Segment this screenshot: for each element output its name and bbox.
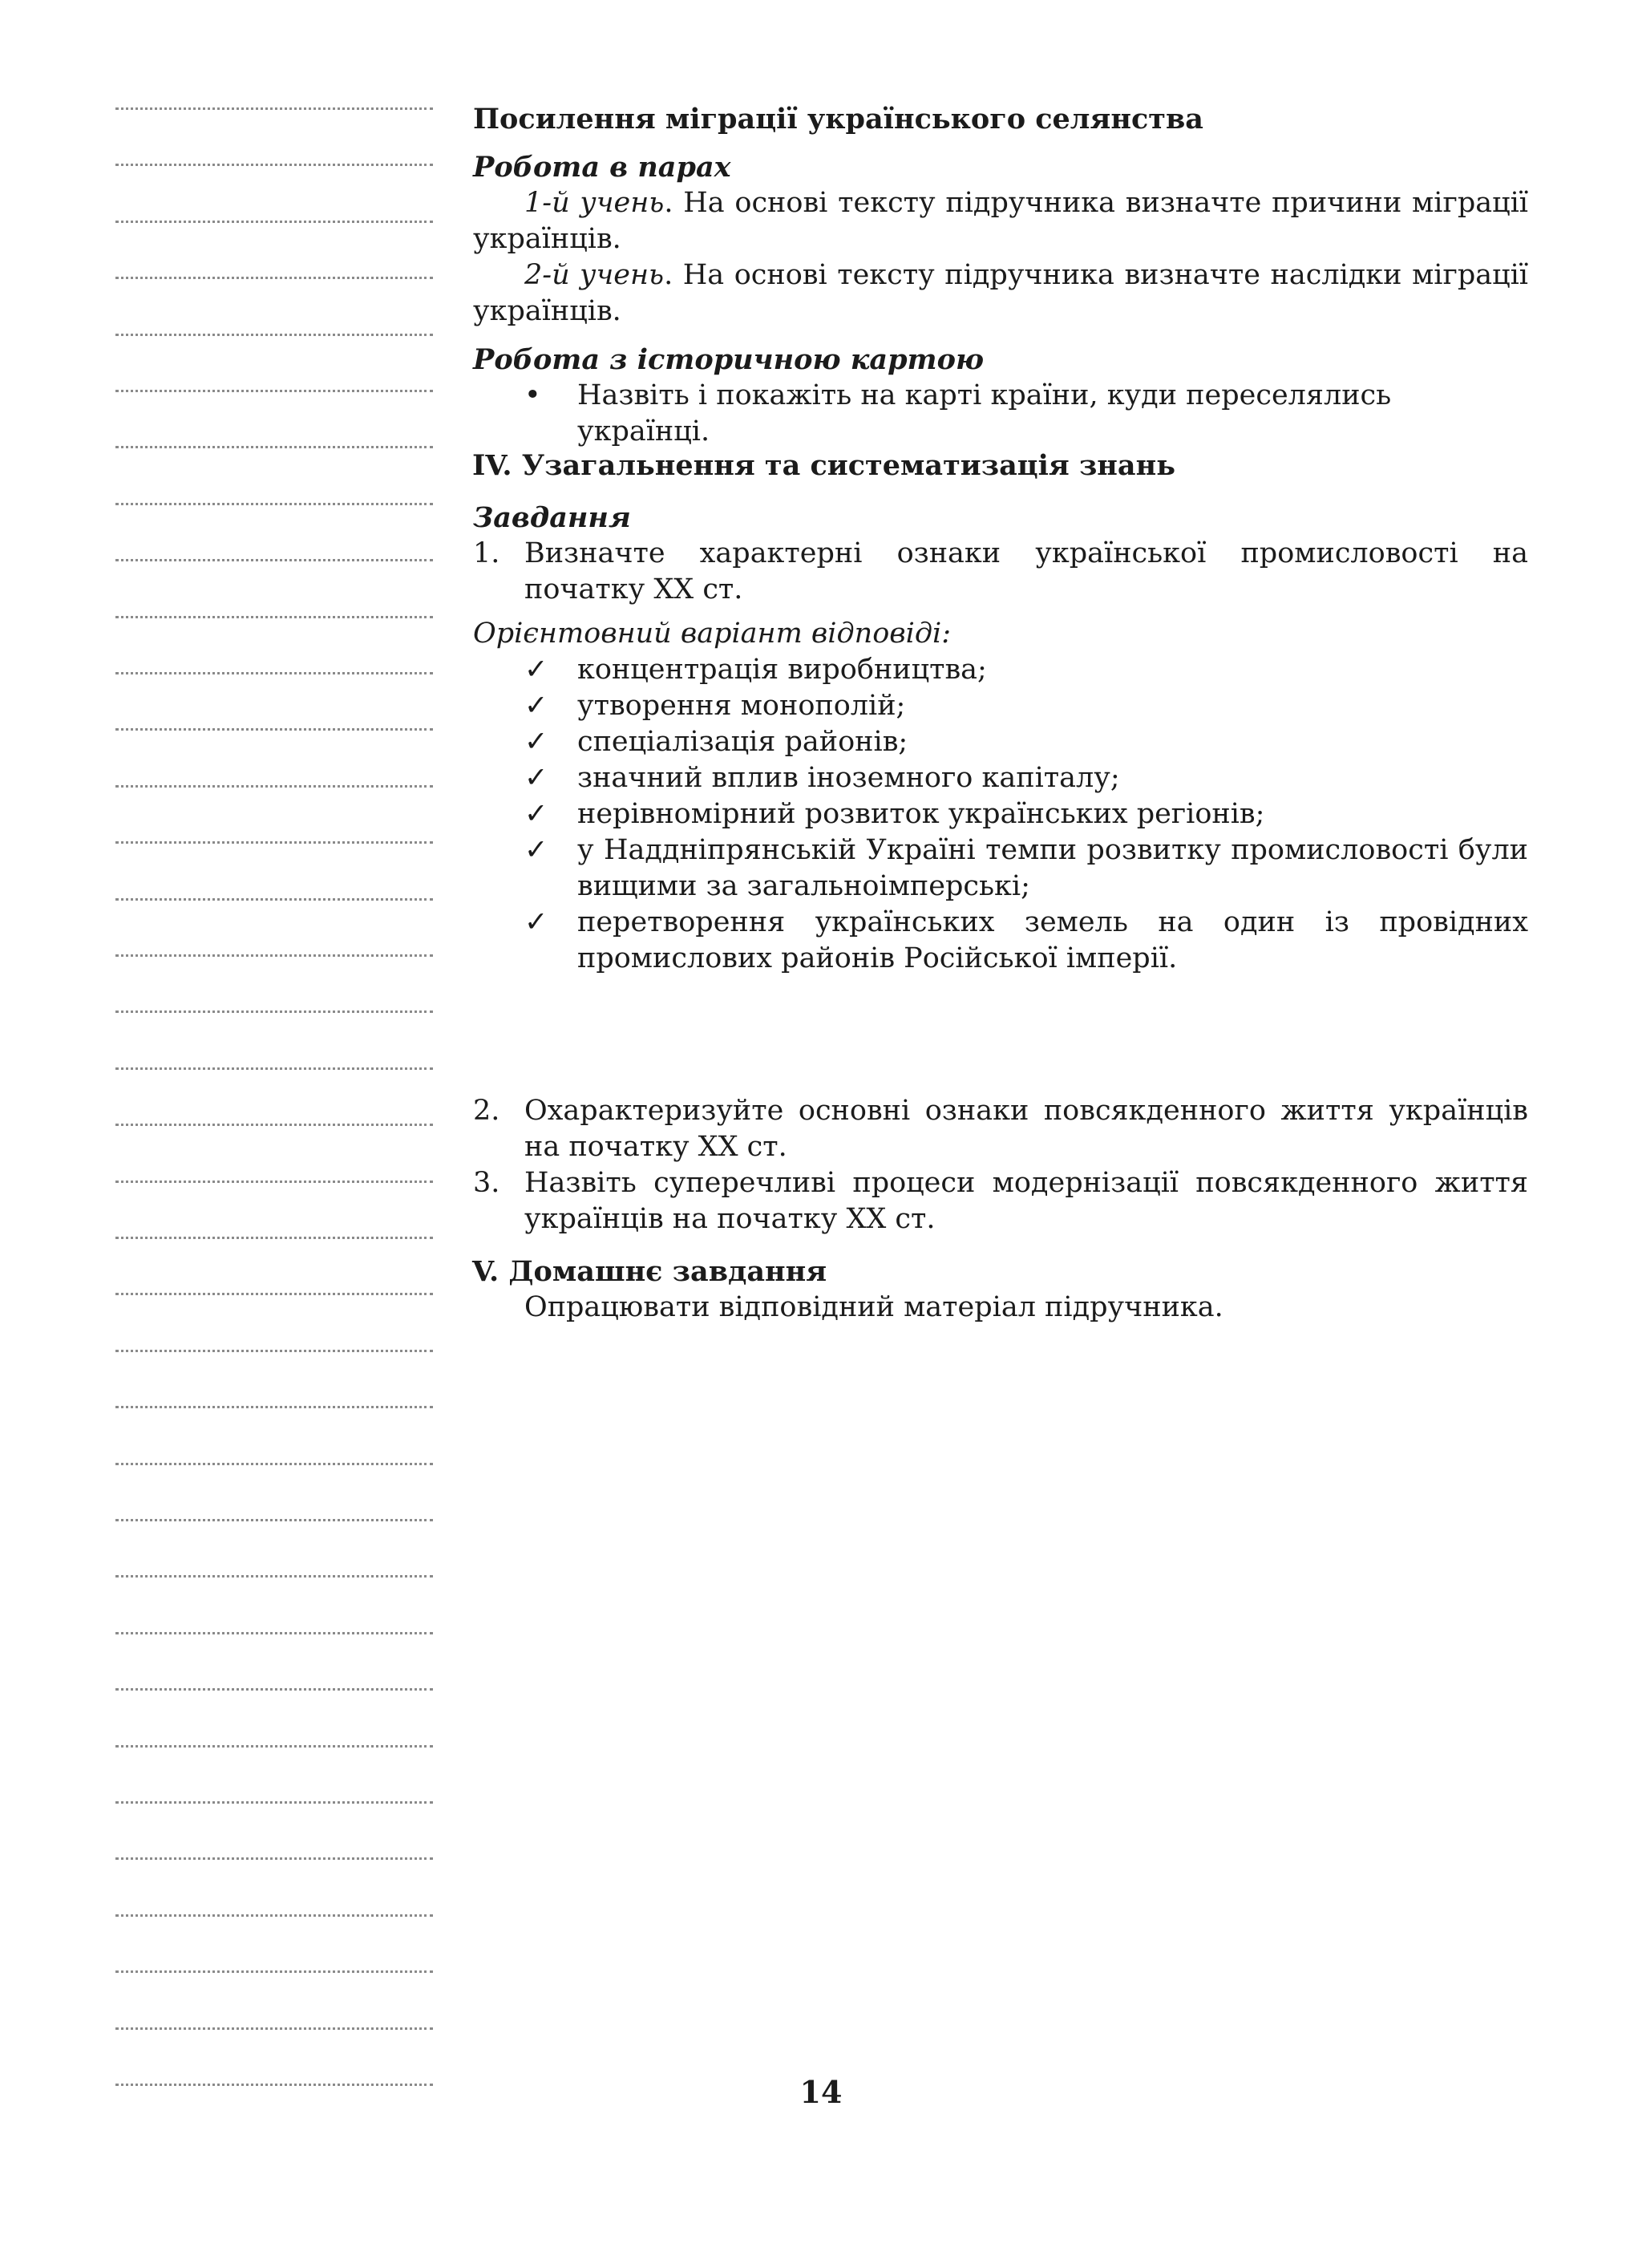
- note-line: [115, 898, 433, 901]
- note-line: [115, 785, 433, 788]
- check-icon: ✓: [524, 834, 548, 866]
- check-icon: ✓: [524, 726, 548, 758]
- note-line: [115, 1181, 433, 1183]
- answer-item: [473, 905, 1528, 977]
- note-line: [115, 1124, 433, 1126]
- note-line: [115, 559, 433, 561]
- tasks-heading: Завдання: [473, 501, 631, 534]
- answer-text: концентрація виробництва;: [577, 654, 987, 686]
- note-line: [115, 1350, 433, 1352]
- task-2-text: Охарактеризуйте основні ознаки повсякденного життя українців на початку XX ст.: [524, 1095, 1528, 1163]
- answer-item: [473, 796, 1528, 832]
- answer-item: [473, 760, 1528, 796]
- student-2-task: [473, 257, 1528, 330]
- page-number: 14: [799, 2074, 843, 2110]
- note-line: [115, 1463, 433, 1465]
- map-work-heading: Робота з історичною картою: [473, 343, 984, 376]
- check-icon: ✓: [524, 690, 548, 722]
- note-line: [115, 503, 433, 505]
- answer-text: перетворення українських земель на один із провідних промислових районів Російської імперії.: [577, 906, 1528, 974]
- task-3: [473, 1165, 1528, 1237]
- note-line: [115, 1688, 433, 1691]
- answer-item: [473, 652, 1528, 688]
- answer-text: значний вплив іноземного капіталу;: [577, 762, 1120, 794]
- note-line: [115, 1406, 433, 1408]
- note-line: [115, 1519, 433, 1521]
- answer-text: у Наддніпрянській Україні темпи розвитку промисловості були вищими за загальноімперські;: [577, 834, 1528, 902]
- note-line: [115, 672, 433, 674]
- bullet-icon: •: [524, 379, 541, 411]
- answer-item: [473, 832, 1528, 905]
- note-line: [115, 616, 433, 618]
- task-3-number: 3.: [473, 1167, 500, 1199]
- note-line: [115, 164, 433, 166]
- check-icon: ✓: [524, 798, 548, 830]
- note-line: [115, 277, 433, 279]
- note-line: [115, 2027, 433, 2030]
- check-icon: ✓: [524, 762, 548, 794]
- note-line: [115, 446, 433, 448]
- check-icon: ✓: [524, 654, 548, 686]
- task-1-text: Визначте характерні ознаки української промисловості на початку XX ст.: [524, 537, 1528, 605]
- note-line: [115, 334, 433, 336]
- homework-text: Опрацювати відповідний матеріал підручника.: [524, 1291, 1223, 1323]
- note-line: [115, 107, 433, 110]
- note-line: [115, 954, 433, 957]
- map-work-text: Назвіть і покажіть на карті країни, куди переселялись українці.: [577, 379, 1392, 448]
- note-line: [115, 1801, 433, 1804]
- task-2: [473, 1093, 1528, 1165]
- note-line: [115, 1970, 433, 1973]
- note-line: [115, 1745, 433, 1748]
- note-line: [115, 1632, 433, 1634]
- student-1-text: . На основі тексту підручника визначте причини міграції українців.: [473, 187, 1528, 255]
- note-line: [115, 728, 433, 731]
- task-1-number: 1.: [473, 537, 500, 569]
- answer-item: [473, 688, 1528, 724]
- answer-text: спеціалізація районів;: [577, 726, 908, 758]
- note-line: [115, 1237, 433, 1239]
- pairs-work-heading: Робота в парах: [473, 151, 731, 184]
- answer-text: нерівномірний розвиток українських регіонів;: [577, 798, 1265, 830]
- section-heading-migration: Посилення міграції українського селянства: [473, 103, 1203, 136]
- note-line: [115, 841, 433, 844]
- student-1-label: 1-й учень: [524, 187, 665, 219]
- answer-heading: Орієнтовний варіант відповіді:: [473, 618, 952, 650]
- note-line: [115, 221, 433, 223]
- note-line: [115, 1293, 433, 1295]
- note-line: [115, 1857, 433, 1860]
- student-2-text: . На основі тексту підручника визначте наслідки міграції українців.: [473, 259, 1528, 327]
- note-line: [115, 1067, 433, 1070]
- section-heading-generalization: IV. Узагальнення та систематизація знань: [472, 449, 1175, 482]
- note-line: [115, 1914, 433, 1917]
- student-2-label: 2-й учень: [524, 259, 665, 291]
- task-3-text: Назвіть суперечливі процеси модернізації повсякденного життя українців на початку XX ст.: [524, 1167, 1528, 1235]
- task-2-number: 2.: [473, 1095, 500, 1127]
- answer-text: утворення монополій;: [577, 690, 906, 722]
- section-heading-homework: V. Домашнє завдання: [472, 1255, 827, 1288]
- student-1-task: [473, 185, 1528, 257]
- task-1: [473, 536, 1528, 608]
- note-line: [115, 1010, 433, 1013]
- check-icon: ✓: [524, 906, 548, 938]
- answer-item: [473, 724, 1528, 760]
- note-line: [115, 1575, 433, 1577]
- note-line: [115, 390, 433, 392]
